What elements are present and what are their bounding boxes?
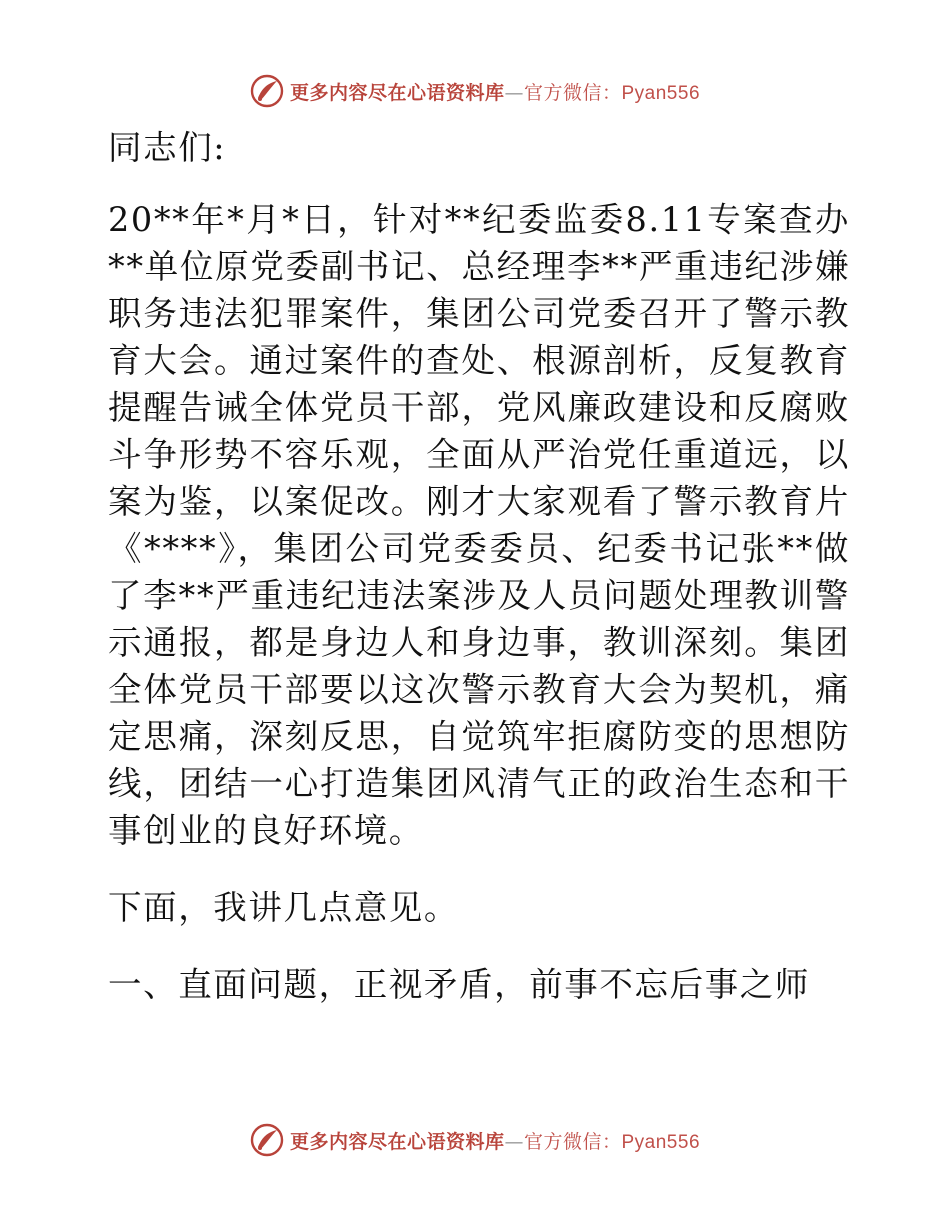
document-body — [98, 124, 850, 1008]
watermark-brand-text: 更多内容尽在心语资料库 — [289, 1130, 505, 1153]
greeting: 同志们: — [108, 128, 227, 167]
ink-pen-logo-icon — [250, 74, 284, 108]
body-paragraph: 20**年*月*日，针对**纪委监委8.11专案查办**单位原党委副书记、总经理李**严重违纪涉嫌职务违法犯罪案件，集团公司党委召开了警示教育大会。通过案件的查处、根源剖析，反复教育提醒告诫全体党员干部，党风廉政建设和反腐败斗争形势不容乐观，全面从严治党任重道远，以案为鉴，以案促改。刚才大家观看了警示教育片《****》，集团公司党委委员、纪委书记张**做了李**严重违纪违法案涉及人员问题处理教训警示通报，都是身边人和身边事，教训深刻。集团全体党员干部要以这次警示教育大会为契机，痛定思痛，深刻反思，自觉筑牢拒腐防变的思想防线，团结一心打造集团风清气正的政治生态和干事创业的良好环境。 — [108, 200, 850, 850]
watermark-wechat-label: 官方微信： — [523, 81, 622, 104]
header-watermark — [0, 71, 950, 111]
transition-paragraph: 下面，我讲几点意见。 — [108, 888, 459, 927]
watermark-wechat-id: Pyan556 — [621, 1131, 701, 1153]
section-heading-1: 一、直面问题，正视矛盾，前事不忘后事之师 — [108, 965, 810, 1004]
watermark-wechat-label: 官方微信： — [523, 1130, 622, 1153]
footer-watermark — [0, 1120, 950, 1160]
ink-pen-logo-icon — [250, 1123, 284, 1157]
watermark-separator: — — [504, 81, 524, 104]
watermark-wechat-id: Pyan556 — [621, 82, 701, 104]
watermark-brand-text: 更多内容尽在心语资料库 — [289, 81, 505, 104]
watermark-separator: — — [504, 1130, 524, 1153]
